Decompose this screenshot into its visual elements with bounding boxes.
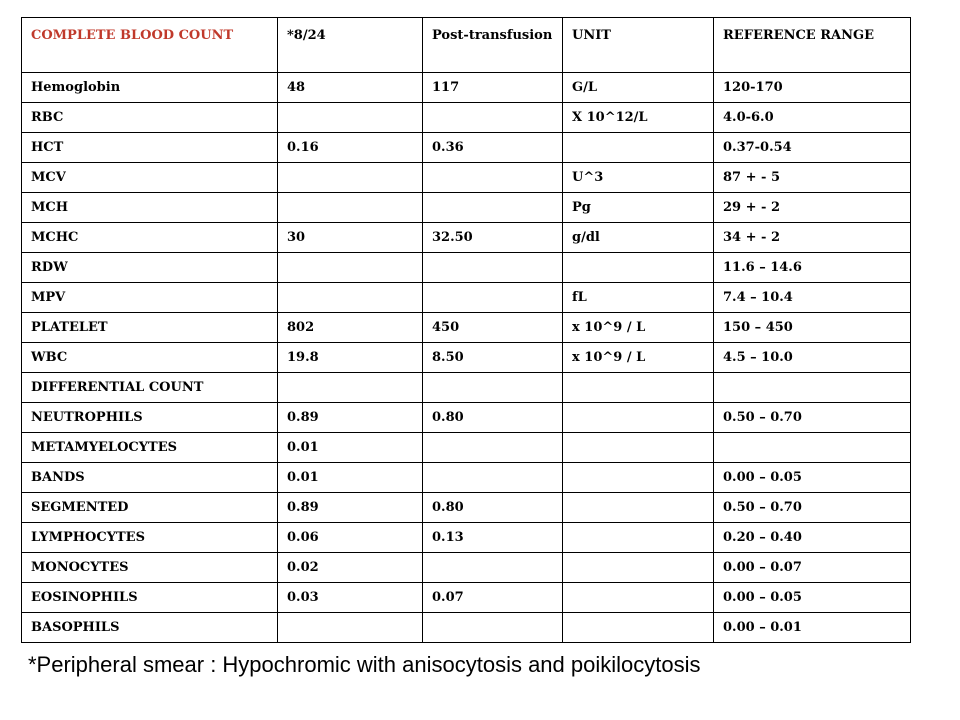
post-transfusion-cell: 32.50 <box>423 223 563 253</box>
date-8-24-cell: 19.8 <box>278 343 423 373</box>
test-name-cell: BASOPHILS <box>22 613 278 643</box>
date-8-24-cell: 0.89 <box>278 493 423 523</box>
test-name-cell: RDW <box>22 253 278 283</box>
unit-cell: x 10^9 / L <box>563 343 714 373</box>
unit-cell <box>563 613 714 643</box>
date-8-24-cell <box>278 613 423 643</box>
post-transfusion-cell: 0.07 <box>423 583 563 613</box>
header-reference-range: REFERENCE RANGE <box>714 18 911 73</box>
header-unit: UNIT <box>563 18 714 73</box>
post-transfusion-cell <box>423 103 563 133</box>
reference-range-cell: 7.4 – 10.4 <box>714 283 911 313</box>
cbc-table <box>21 17 911 643</box>
unit-cell: fL <box>563 283 714 313</box>
table-row <box>22 463 911 493</box>
reference-range-cell: 120-170 <box>714 73 911 103</box>
reference-range-cell: 150 – 450 <box>714 313 911 343</box>
test-name-cell: Hemoglobin <box>22 73 278 103</box>
table-row <box>22 283 911 313</box>
date-8-24-cell: 30 <box>278 223 423 253</box>
post-transfusion-cell: 0.80 <box>423 403 563 433</box>
unit-cell: X 10^12/L <box>563 103 714 133</box>
peripheral-smear-footnote: *Peripheral smear : Hypochromic with anisocytosis and poikilocytosis <box>28 652 701 677</box>
test-name-cell: MCH <box>22 193 278 223</box>
test-name-cell: HCT <box>22 133 278 163</box>
reference-range-cell: 29 + - 2 <box>714 193 911 223</box>
date-8-24-cell: 0.06 <box>278 523 423 553</box>
reference-range-cell: 0.00 – 0.01 <box>714 613 911 643</box>
date-8-24-cell: 0.02 <box>278 553 423 583</box>
reference-range-cell: 87 + - 5 <box>714 163 911 193</box>
reference-range-cell: 0.20 – 0.40 <box>714 523 911 553</box>
unit-cell <box>563 493 714 523</box>
post-transfusion-cell <box>423 253 563 283</box>
date-8-24-cell: 0.89 <box>278 403 423 433</box>
table-row <box>22 133 911 163</box>
reference-range-cell: 0.50 – 0.70 <box>714 403 911 433</box>
date-8-24-cell <box>278 283 423 313</box>
post-transfusion-cell <box>423 283 563 313</box>
test-name-cell: DIFFERENTIAL COUNT <box>22 373 278 403</box>
table-row <box>22 583 911 613</box>
test-name-cell: LYMPHOCYTES <box>22 523 278 553</box>
table-row <box>22 403 911 433</box>
unit-cell <box>563 583 714 613</box>
post-transfusion-cell: 117 <box>423 73 563 103</box>
date-8-24-cell: 48 <box>278 73 423 103</box>
test-name-cell: MCV <box>22 163 278 193</box>
post-transfusion-cell: 0.80 <box>423 493 563 523</box>
test-name-cell: MPV <box>22 283 278 313</box>
test-name-cell: RBC <box>22 103 278 133</box>
table-row <box>22 73 911 103</box>
unit-cell: G/L <box>563 73 714 103</box>
unit-cell <box>563 463 714 493</box>
unit-cell: g/dl <box>563 223 714 253</box>
post-transfusion-cell <box>423 373 563 403</box>
test-name-cell: METAMYELOCYTES <box>22 433 278 463</box>
table-row <box>22 613 911 643</box>
date-8-24-cell <box>278 373 423 403</box>
date-8-24-cell: 0.01 <box>278 433 423 463</box>
reference-range-cell: 11.6 – 14.6 <box>714 253 911 283</box>
test-name-cell: PLATELET <box>22 313 278 343</box>
reference-range-cell <box>714 433 911 463</box>
unit-cell <box>563 403 714 433</box>
date-8-24-cell: 0.03 <box>278 583 423 613</box>
unit-cell <box>563 253 714 283</box>
header-test-name: COMPLETE BLOOD COUNT <box>22 18 278 73</box>
unit-cell: U^3 <box>563 163 714 193</box>
table-row <box>22 313 911 343</box>
post-transfusion-cell <box>423 433 563 463</box>
header-date-8-24: *8/24 <box>278 18 423 73</box>
table-row <box>22 103 911 133</box>
post-transfusion-cell: 0.13 <box>423 523 563 553</box>
table-row <box>22 493 911 523</box>
post-transfusion-cell: 0.36 <box>423 133 563 163</box>
unit-cell <box>563 133 714 163</box>
reference-range-cell: 34 + - 2 <box>714 223 911 253</box>
post-transfusion-cell <box>423 613 563 643</box>
table-row <box>22 523 911 553</box>
post-transfusion-cell <box>423 553 563 583</box>
reference-range-cell: 0.00 – 0.07 <box>714 553 911 583</box>
unit-cell: x 10^9 / L <box>563 313 714 343</box>
reference-range-cell: 4.0-6.0 <box>714 103 911 133</box>
table-row <box>22 193 911 223</box>
date-8-24-cell <box>278 163 423 193</box>
reference-range-cell: 0.37-0.54 <box>714 133 911 163</box>
post-transfusion-cell: 8.50 <box>423 343 563 373</box>
test-name-cell: SEGMENTED <box>22 493 278 523</box>
date-8-24-cell <box>278 253 423 283</box>
post-transfusion-cell <box>423 463 563 493</box>
unit-cell <box>563 373 714 403</box>
date-8-24-cell: 0.16 <box>278 133 423 163</box>
test-name-cell: MCHC <box>22 223 278 253</box>
post-transfusion-cell: 450 <box>423 313 563 343</box>
table-row <box>22 433 911 463</box>
table-header-row <box>22 18 911 73</box>
reference-range-cell <box>714 373 911 403</box>
test-name-cell: NEUTROPHILS <box>22 403 278 433</box>
date-8-24-cell: 0.01 <box>278 463 423 493</box>
test-name-cell: EOSINOPHILS <box>22 583 278 613</box>
reference-range-cell: 4.5 – 10.0 <box>714 343 911 373</box>
table-row <box>22 343 911 373</box>
post-transfusion-cell <box>423 193 563 223</box>
test-name-cell: MONOCYTES <box>22 553 278 583</box>
post-transfusion-cell <box>423 163 563 193</box>
table-row <box>22 553 911 583</box>
header-post-transfusion: Post-transfusion <box>423 18 563 73</box>
table-row <box>22 253 911 283</box>
test-name-cell: BANDS <box>22 463 278 493</box>
unit-cell: Pg <box>563 193 714 223</box>
date-8-24-cell <box>278 193 423 223</box>
date-8-24-cell <box>278 103 423 133</box>
table-row <box>22 163 911 193</box>
unit-cell <box>563 523 714 553</box>
reference-range-cell: 0.00 – 0.05 <box>714 463 911 493</box>
unit-cell <box>563 553 714 583</box>
table-row <box>22 223 911 253</box>
reference-range-cell: 0.00 – 0.05 <box>714 583 911 613</box>
date-8-24-cell: 802 <box>278 313 423 343</box>
table-row <box>22 373 911 403</box>
test-name-cell: WBC <box>22 343 278 373</box>
reference-range-cell: 0.50 – 0.70 <box>714 493 911 523</box>
unit-cell <box>563 433 714 463</box>
